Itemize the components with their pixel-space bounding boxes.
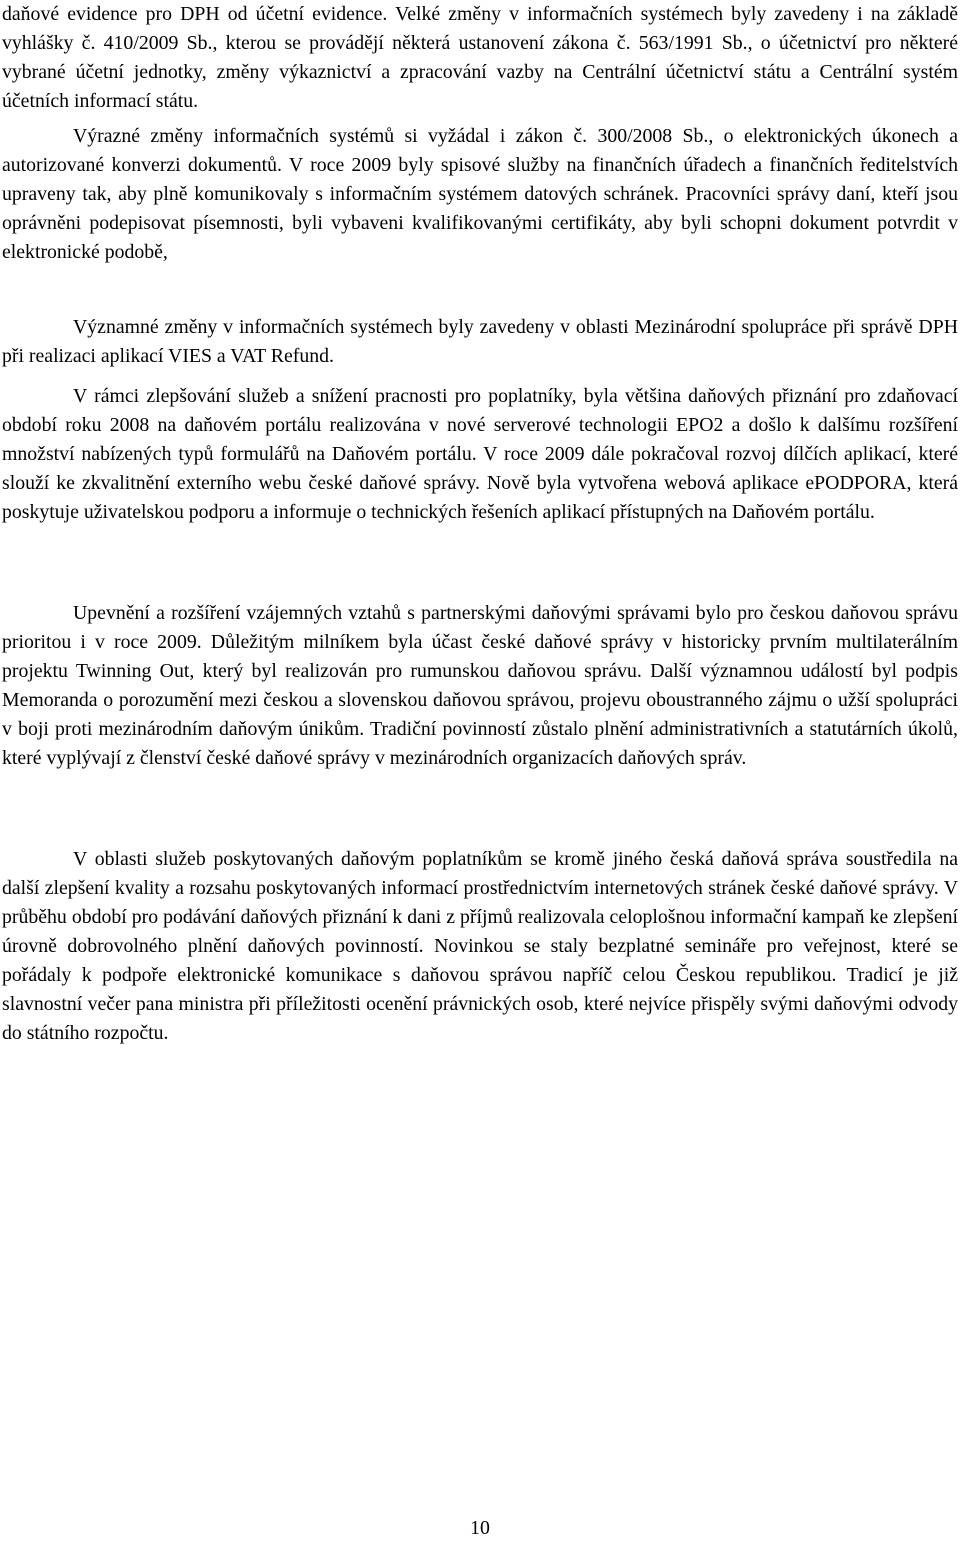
paragraph-electronic-acts: Výrazné změny informačních systémů si vyžádal i zákon č. 300/2008 Sb., o elektronických úkonech a autorizované konverzi dokumentů. V roce 2009 byly spisové služby na finančních úřadech a finančních ředitelstvích upraveny tak, aby plně komunikovaly s informačním systémem datových schránek. Pracovníci správy daní, kteří jsou oprávněni podepisovat písemnosti, byli vybaveni kvalifikovanými certifikáty, aby byli schopni dokument potvrdit v elektronické podobě, — [2, 125, 958, 263]
paragraph-tax-portal: V rámci zlepšování služeb a snížení pracnosti pro poplatníky, byla většina daňových přiznání pro zdaňovací období roku 2008 na daňovém portálu realizována v nové serverové technologii EPO2 a došlo k dalšímu rozšíření množství nabízených typů formulářů na Daňovém portálu. V roce 2009 dále pokračoval rozvoj dílčích aplikací, které slouží ke zkvalitnění externího webu české daňové správy. Nově byla vytvořena webová aplikace ePODPORA, která poskytuje uživatelskou podporu a informuje o technických řešeních aplikací přístupných na Daňovém portálu. — [2, 385, 958, 523]
paragraph-vat-evidence: daňové evidence pro DPH od účetní evidence. Velké změny v informačních systémech byly zavedeny i na základě vyhlášky č. 410/2009 Sb., kterou se provádějí některá ustanovení zákona č. 563/1991 Sb., o účetnictví pro některé vybrané účetní jednotky, změny výkaznictví a zpracování vazby na Centrální účetnictví státu a Centrální systém účetních informací státu. — [2, 3, 958, 112]
paragraph-partner-relations: Upevnění a rozšíření vzájemných vztahů s partnerskými daňovými správami bylo pro českou daňovou správu prioritou i v roce 2009. Důležitým milníkem byla účast české daňové správy v historicky prvním multilaterálním projektu Twinning Out, který byl realizován pro rumunskou daňovou správu. Další významnou událostí byl podpis Memoranda o porozumění mezi českou a slovenskou daňovou správou, projevu oboustranného zájmu o užší spolupráci v boji proti mezinárodním daňovým únikům. Tradiční povinností zůstalo plnění administrativních a statutárních úkolů, které vyplývají z členství české daňové správy v mezinárodních organizacích daňových správ. — [2, 602, 958, 769]
paragraph-international-cooperation: Významné změny v informačních systémech byly zavedeny v oblasti Mezinárodní spolupráce při správě DPH při realizaci aplikací VIES a VAT Refund. — [2, 316, 958, 367]
paragraph-taxpayer-services: V oblasti služeb poskytovaných daňovým poplatníkům se kromě jiného česká daňová správa soustředila na další zlepšení kvality a rozsahu poskytovaných informací prostřednictvím internetových stránek české daňové správy. V průběhu období pro podávání daňových přiznání k dani z příjmů realizovala celoplošnou informační kampaň ke zlepšení úrovně dobrovolného plnění daňových povinností. Novinkou se staly bezplatné semináře pro veřejnost, které se pořádaly k podpoře elektronické komunikace s daňovou správou napříč celou Českou republikou. Tradicí je již slavnostní večer pana ministra při příležitosti ocenění právnických osob, které nejvíce přispěly svými daňovými odvody do státního rozpočtu. — [2, 848, 958, 1044]
page-number: 10 — [470, 1517, 490, 1539]
